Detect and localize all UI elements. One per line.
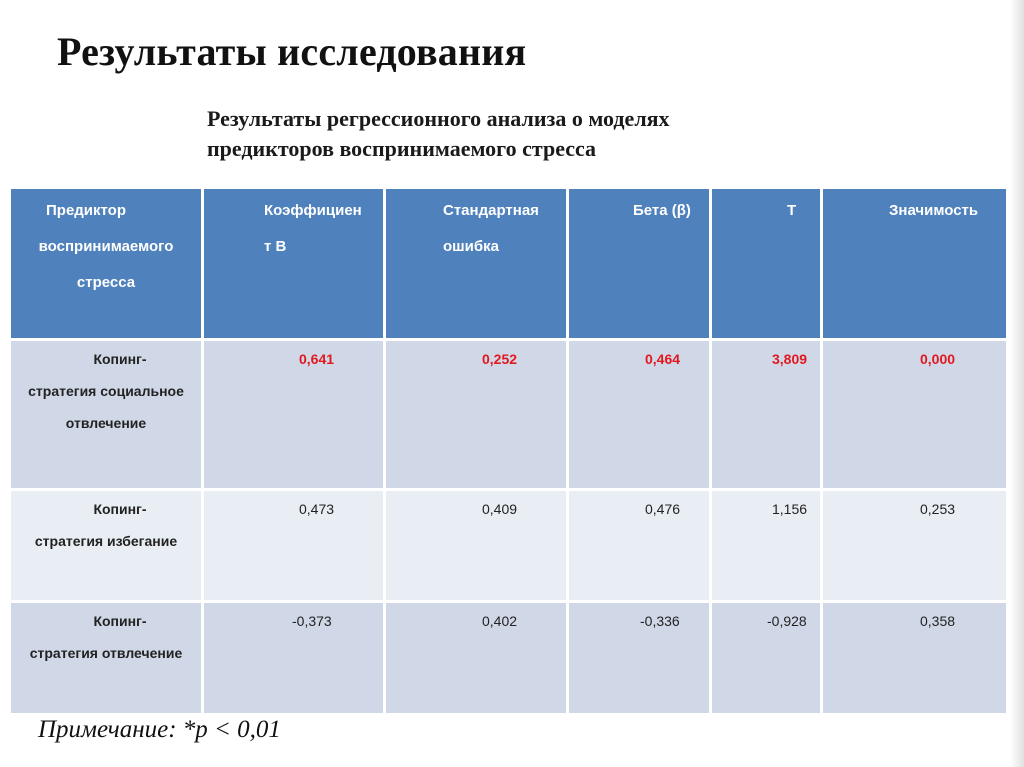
cell-t	[711, 490, 822, 602]
table-row	[10, 340, 1008, 490]
value-se: 0,409	[482, 501, 518, 517]
value-sig: 0,253	[920, 501, 956, 517]
value-sig: 0,000	[920, 351, 956, 367]
value-beta: 0,476	[645, 501, 681, 517]
header-std-error	[385, 188, 568, 340]
row-label-line1: Копинг-	[93, 351, 147, 367]
table-row	[10, 602, 1008, 715]
slide-title: Результаты исследования	[57, 29, 527, 74]
row-predictor-label	[10, 490, 203, 602]
cell-b	[203, 340, 385, 490]
header-predictor-line2: воспринимаемого	[38, 238, 174, 255]
header-coefficient-line1: Коэффициен	[264, 202, 362, 219]
cell-se	[385, 602, 568, 715]
value-beta: 0,464	[645, 351, 681, 367]
row-predictor-label	[10, 340, 203, 490]
value-se: 0,402	[482, 613, 518, 629]
value-b: -0,373	[292, 613, 332, 629]
header-significance	[822, 188, 1008, 340]
value-sig: 0,358	[920, 613, 956, 629]
footnote: Примечание: *p < 0,01	[38, 716, 281, 743]
header-predictor	[10, 188, 203, 340]
table-header-row	[10, 188, 1008, 340]
cell-beta	[568, 602, 711, 715]
row-label-line1: Копинг-	[93, 501, 147, 517]
cell-sig	[822, 340, 1008, 490]
value-t: 3,809	[772, 351, 808, 367]
slide-edge-shadow	[1010, 0, 1024, 767]
cell-sig	[822, 602, 1008, 715]
header-beta	[568, 188, 711, 340]
header-predictor-line1: Предиктор	[46, 202, 127, 219]
header-t-label: T	[787, 202, 797, 219]
row-label-line1: Копинг-	[93, 613, 147, 629]
header-beta-label: Бета (β)	[633, 202, 691, 219]
row-label-line2: стратегия социальное	[28, 383, 184, 399]
header-t	[711, 188, 822, 340]
value-beta: -0,336	[640, 613, 680, 629]
cell-b	[203, 490, 385, 602]
header-std-error-line2: ошибка	[443, 238, 500, 255]
cell-se	[385, 340, 568, 490]
row-predictor-label	[10, 602, 203, 715]
cell-beta	[568, 490, 711, 602]
cell-b	[203, 602, 385, 715]
cell-beta	[568, 340, 711, 490]
cell-sig	[822, 490, 1008, 602]
table-caption-line2: предикторов воспринимаемого стресса	[207, 136, 597, 161]
value-b: 0,641	[299, 351, 335, 367]
header-std-error-line1: Стандартная	[443, 202, 539, 219]
table-caption-line1: Результаты регрессионного анализа о моделях	[207, 106, 670, 131]
table-row	[10, 490, 1008, 602]
header-coefficient-line2: т B	[264, 238, 287, 255]
cell-se	[385, 490, 568, 602]
row-label-line2: стратегия избегание	[34, 533, 178, 549]
header-predictor-line3: стресса	[76, 274, 136, 291]
header-coefficient	[203, 188, 385, 340]
value-t: 1,156	[772, 501, 808, 517]
row-label-line3: отвлечение	[65, 415, 147, 431]
regression-table	[8, 186, 1009, 716]
table-caption	[207, 104, 807, 164]
cell-t	[711, 602, 822, 715]
value-se: 0,252	[482, 351, 518, 367]
cell-t	[711, 340, 822, 490]
value-b: 0,473	[299, 501, 335, 517]
row-label-line2: стратегия отвлечение	[29, 645, 183, 661]
value-t: -0,928	[767, 613, 807, 629]
header-significance-label: Значимость	[889, 202, 979, 219]
